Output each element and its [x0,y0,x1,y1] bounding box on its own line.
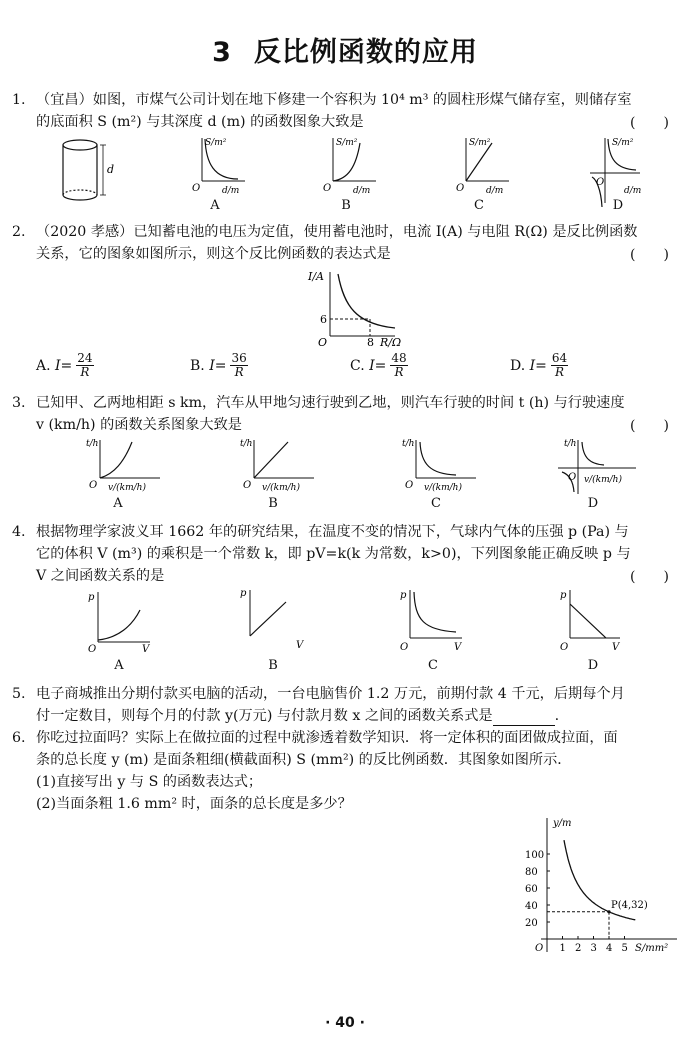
x-tick-label: 2 [575,943,582,954]
x-tick-label: 4 [606,943,613,954]
q3-a-y-label: t/h [86,439,99,449]
q3-c-y-label: t/h [402,439,415,449]
q4-graph-d [570,590,620,638]
q4-graph-a [98,592,150,642]
y-tick-label: 60 [525,884,538,895]
q3-line2: v (km/h) 的函数关系图象大致是 [36,417,242,433]
q4-answer-paren: ( ) [630,569,669,585]
x-axis-label: S/mm² [635,943,669,954]
q2-number: 2. [12,224,26,240]
q4-line1: 根据物理学家波义耳 1662 年的研究结果，在温度不变的情况下，气球内气体的压强 p (Pa) 与 [36,524,629,540]
q4-c-origin: O [400,642,409,653]
q1-option-b[interactable]: B [341,198,351,213]
q3-number: 3. [12,395,26,411]
q3-a-origin: O [89,480,98,491]
q2-x-tick: 8 [367,336,374,348]
q3-option-b[interactable]: B [268,496,278,511]
q3-a-x-label: v/(km/h) [108,483,146,493]
q4-option-a[interactable]: A [114,658,124,673]
q1-line1: （宜昌）如图，市煤气公司计划在地下修建一个容积为 10⁴ m³ 的圆柱形煤气储存室，则储存室 [36,92,632,108]
q1-number: 1. [12,92,26,108]
y-tick-label: 20 [525,918,538,929]
q1-option-a[interactable]: A [210,198,220,213]
q1-b-x-label: d/m [353,186,371,196]
q3-d-origin: O [568,472,577,483]
q3-d-y-label: t/h [564,439,577,449]
q3-graph-b [254,440,314,478]
q5-number: 5. [12,686,26,702]
q4-d-origin: O [560,642,569,653]
q3-option-a[interactable]: A [113,496,123,511]
q4-c-y-label: p [400,590,407,601]
q1-a-origin: O [192,183,201,194]
q6-line1: 你吃过拉面吗？实际上在做拉面的过程中就渗透着数学知识．将一定体积的面团做成拉面，面 [36,730,618,746]
q4-graph-c [410,590,462,638]
q1-d-x-label: d/m [624,186,642,196]
q4-option-d[interactable]: D [587,658,599,673]
page-title: 3 反比例函数的应用 [212,37,478,68]
origin-label: O [535,943,544,954]
q2-option-c[interactable]: C. I= $\frac{48}{R}$ [350,351,407,379]
q1-c-x-label: d/m [486,186,504,196]
q6-line2: 条的总长度 y (m) 是面条粗细(横截面积) S (mm²) 的反比例函数．其图象如图所示． [36,752,572,768]
q3-graph-c [416,440,476,478]
q3-c-origin: O [405,480,414,491]
q5-line2: 付一定数目，则每个月的付款 y(万元) 与付款月数 x 之间的函数关系式是 . [36,708,560,724]
q2-option-d[interactable]: D. I= $\frac{64}{R}$ [510,351,568,379]
q6-sub1: (1)直接写出 y 与 S 的函数表达式； [36,774,263,790]
q4-line2: 它的体积 V (m³) 的乘积是一个常数 k，即 pV=k(k 为常数，k>0)，下列图象能正确反映 p 与 [36,546,631,562]
q4-option-b[interactable]: B [268,658,278,673]
q2-option-a[interactable]: A. I= $\frac{24}{R}$ [36,351,93,379]
q4-c-x-label: V [454,642,462,653]
q2-graph [300,266,410,348]
q5-answer-blank[interactable] [493,711,555,726]
q4-d-x-label: V [612,642,620,653]
q2-option-b[interactable]: B. I= $\frac{36}{R}$ [190,351,247,379]
q1-answer-paren: ( ) [630,115,669,131]
x-tick-label: 1 [559,943,566,954]
q1-option-d[interactable]: D [612,198,624,213]
q5-line1: 电子商城推出分期付款买电脑的活动，一台电脑售价 1.2 万元，前期付款 4 千元，后期每个月 [36,686,625,702]
q3-answer-paren: ( ) [630,418,669,434]
x-tick-label: 3 [590,943,597,954]
q3-b-origin: O [243,480,252,491]
q1-c-y-label: S/m² [469,138,491,148]
q4-a-y-label: p [88,592,95,603]
q4-figures [0,586,690,656]
q2-x-label: R/Ω [380,336,402,348]
y-tick-label: 100 [525,850,545,861]
q3-option-c[interactable]: C [431,496,441,511]
page-number: · 40 · [325,1015,365,1031]
q4-d-y-label: p [560,590,567,601]
q4-number: 4. [12,524,26,540]
y-tick-label: 80 [525,867,538,878]
q2-answer-paren: ( ) [630,247,669,263]
y-tick-label: 40 [525,901,538,912]
q6-number: 6. [12,730,26,746]
q2-line1: （2020 孝感）已知蓄电池的电压为定值，使用蓄电池时，电流 I(A) 与电阻 R(Ω) 是反比例函数 [36,224,638,240]
q4-b-y-label: p [240,588,247,599]
q4-graph-b [250,590,286,636]
q3-c-x-label: v/(km/h) [424,483,462,493]
q2-y-tick: 6 [320,313,327,326]
q1-d-origin: O [596,177,605,188]
q6-chart [505,812,685,962]
q4-line3: V 之间函数关系的是 [36,568,165,584]
q1-d-y-label: S/m² [612,138,634,148]
x-tick-label: 5 [621,943,628,954]
q1-a-x-label: d/m [222,186,240,196]
q4-a-origin: O [88,644,97,655]
point-p-label: P(4,32) [611,899,648,911]
depth-label: d [107,163,115,176]
q1-a-y-label: S/m² [205,138,227,148]
q6-sub2: (2)当面条粗 1.6 mm² 时，面条的总长度是多少？ [36,796,352,812]
q2-y-label: I/A [308,270,324,283]
q3-d-x-label: v/(km/h) [584,475,622,485]
q1-c-origin: O [456,183,465,194]
q3-option-d[interactable]: D [587,496,599,511]
cylinder-figure [63,140,106,200]
q3-line1: 已知甲、乙两地相距 s km，汽车从甲地匀速行驶到乙地，则汽车行驶的时间 t (h) 与行驶速度 [36,395,625,411]
q2-line2: 关系，它的图象如图所示，则这个反比例函数的表达式是 [36,246,391,262]
q4-option-c[interactable]: C [428,658,438,673]
q3-graph-a [100,440,160,478]
q1-b-y-label: S/m² [336,138,358,148]
y-axis-label: y/m [553,818,572,829]
q1-graph-d [590,138,640,207]
q2-origin: O [318,336,328,348]
q3-figures [0,436,690,496]
q3-b-x-label: v/(km/h) [262,483,300,493]
q4-b-x-label: V [296,640,304,651]
q1-option-c[interactable]: C [474,198,484,213]
q1-b-origin: O [323,183,332,194]
q4-a-x-label: V [142,644,150,655]
q3-b-y-label: t/h [240,439,253,449]
q1-line2: 的底面积 S (m²) 与其深度 d (m) 的函数图象大致是 [36,114,364,130]
